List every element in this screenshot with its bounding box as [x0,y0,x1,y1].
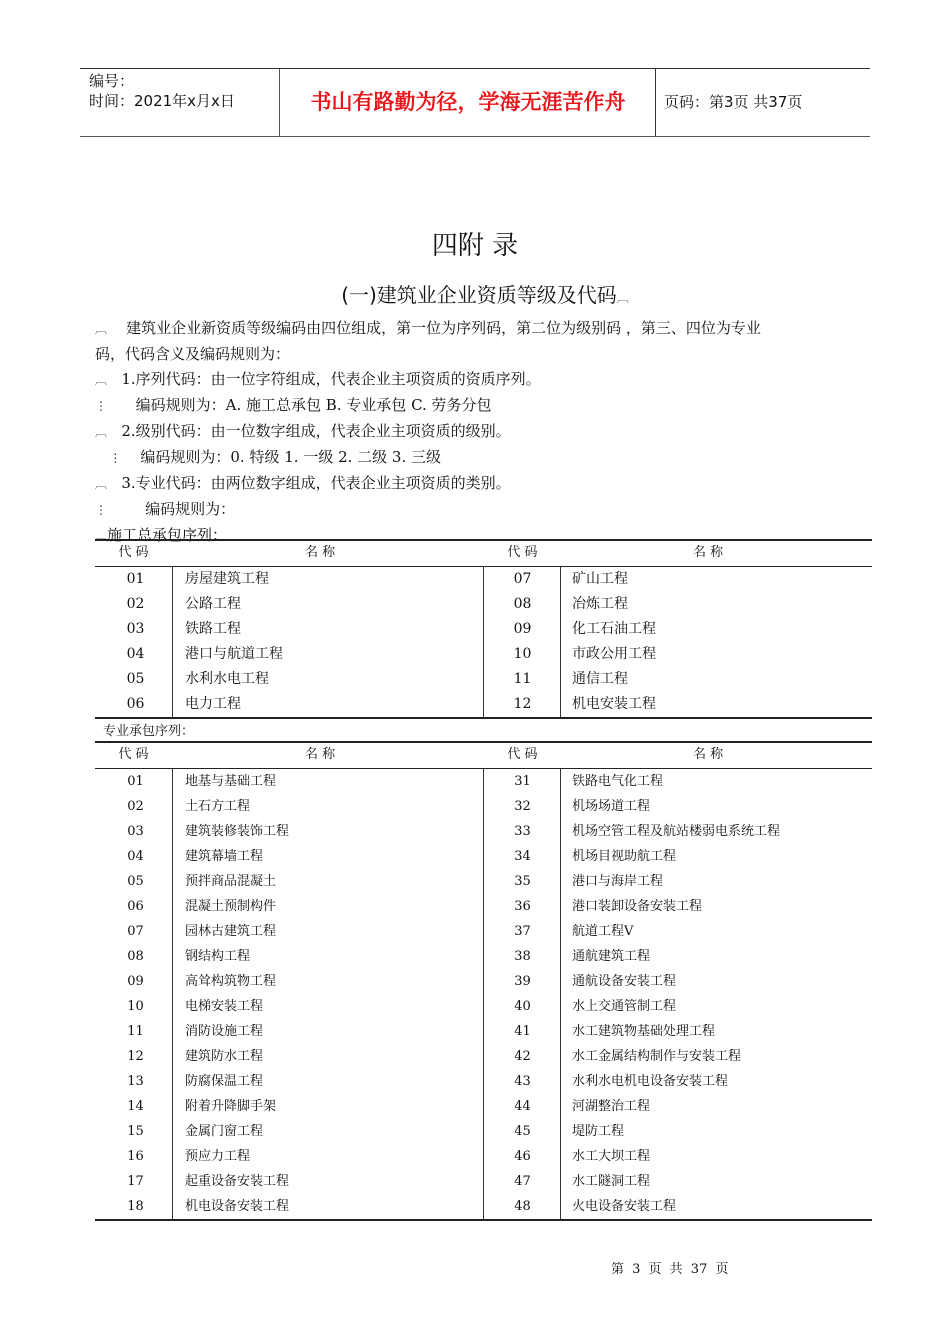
line-mark-icon: ⋮ [109,451,122,465]
header-name: 名 称 [693,545,724,560]
row-name: 建筑幕墙工程 [185,849,264,864]
row-code: 01 [127,774,144,789]
column-divider [483,567,484,717]
row-name: 通航设备安装工程 [572,974,677,989]
section-title [0,279,950,308]
row-code: 14 [127,1099,144,1114]
row-code: 33 [514,824,531,839]
row-code: 06 [126,696,145,712]
row-name: 机场空管工程及航站楼弱电系统工程 [572,824,781,839]
row-name: 市政公用工程 [572,646,656,662]
row-name: 起重设备安装工程 [185,1174,290,1189]
section-title-text: (一)建筑业企业资质等级及代码 [341,283,617,307]
row-name: 水利水电机电设备安装工程 [572,1074,729,1089]
paragraph-mark-icon: ︹ [95,425,108,439]
row-code: 38 [514,949,531,964]
row-code: 16 [127,1149,144,1164]
row-code: 01 [126,571,145,587]
row-code: 09 [513,621,532,637]
row-name: 消防设施工程 [185,1024,264,1039]
row-code: 03 [127,824,144,839]
row-code: 05 [126,671,145,687]
row-name: 建筑装修装饰工程 [185,824,290,839]
row-name: 水工建筑物基础处理工程 [572,1024,716,1039]
row-code: 13 [127,1074,144,1089]
row-name: 房屋建筑工程 [185,571,269,587]
row-name: 矿山工程 [572,571,628,587]
row-name: 电力工程 [185,696,241,712]
para-line [95,419,855,445]
para-line [95,497,855,523]
row-code: 32 [514,799,531,814]
row-name: 机电设备安装工程 [185,1199,290,1214]
para-text: 编码规则为：0. 特级 1. 一级 2. 二级 3. 三级 [140,448,442,466]
row-name: 河湖整治工程 [572,1099,651,1114]
row-code: 11 [513,671,532,687]
row-name: 混凝土预制构件 [185,899,277,914]
row-code: 02 [126,596,145,612]
row-name: 附着升降脚手架 [185,1099,277,1114]
row-code: 12 [127,1049,144,1064]
row-name: 建筑防水工程 [185,1049,264,1064]
row-code: 37 [514,924,531,939]
row-name: 土石方工程 [185,799,251,814]
paragraph-mark-icon: ︹ [95,373,108,387]
table-body [95,769,872,1219]
row-name: 化工石油工程 [572,621,656,637]
row-code: 48 [514,1199,531,1214]
row-name: 冶炼工程 [572,596,628,612]
row-name: 水工金属结构制作与安装工程 [572,1049,742,1064]
row-code: 44 [514,1099,531,1114]
page-title: 四附 录 [431,231,519,261]
table-header [95,541,872,567]
para-text: 建筑业企业新资质等级编码由四位组成，第一位为序列码，第二位为级别码 ，第三、四位为专业 [126,319,761,337]
row-name: 铁路工程 [185,621,241,637]
row-code: 31 [514,774,531,789]
row-code: 43 [514,1074,531,1089]
row-name: 地基与基础工程 [185,774,277,789]
header-code: 代 码 [507,545,538,560]
para-line [95,393,855,419]
header-code: 代 码 [118,747,149,762]
table-body [95,567,872,717]
row-code: 36 [514,899,531,914]
table-header [95,743,872,769]
row-code: 42 [514,1049,531,1064]
row-name: 堤防工程 [572,1124,625,1139]
row-name: 电梯安装工程 [185,999,264,1014]
row-code: 08 [513,596,532,612]
table2-label: 专业承包序列： [103,724,195,739]
row-code: 10 [127,999,144,1014]
row-code: 08 [127,949,144,964]
row-name: 预拌商品混凝土 [185,874,277,889]
row-code: 10 [513,646,532,662]
para-line [95,445,855,471]
row-code: 07 [513,571,532,587]
page-footer: 第 3 页 共 37 页 [611,1262,729,1277]
row-code: 15 [127,1124,144,1139]
row-code: 03 [126,621,145,637]
para-text: 编码规则为： [145,500,236,518]
row-code: 06 [127,899,144,914]
row-code: 35 [514,874,531,889]
row-name: 机场目视助航工程 [572,849,677,864]
motto: 书山有路勤为径，学海无涯苦作舟 [281,69,656,136]
column-divider [560,567,561,717]
row-name: 水上交通管制工程 [572,999,677,1014]
row-code: 07 [127,924,144,939]
row-name: 水工大坝工程 [572,1149,651,1164]
row-name: 园林古建筑工程 [185,924,277,939]
paragraph-mark-icon: ︹ [616,291,629,305]
page-label: 页码：第3页 共37页 [664,93,803,111]
row-code: 11 [127,1024,144,1039]
row-name: 通航建筑工程 [572,949,651,964]
paragraph-mark-icon: ︹ [95,322,108,336]
para-line [95,367,855,393]
row-name: 防腐保温工程 [185,1074,264,1089]
para-line [95,342,855,367]
row-name: 港口与海岸工程 [572,874,664,889]
row-name: 航道工程V [572,924,634,939]
row-code: 05 [127,874,144,889]
paragraph-mark-icon: ︹ [95,477,108,491]
row-code: 04 [126,646,145,662]
paragraph-mark-icon: ︹ [95,529,108,543]
row-name: 机电安装工程 [572,696,656,712]
row-code: 34 [514,849,531,864]
row-code: 09 [127,974,144,989]
row-name: 预应力工程 [185,1149,251,1164]
row-code: 18 [127,1199,144,1214]
line-mark-icon: ⋮ [95,399,107,413]
row-name: 水利水电工程 [185,671,269,687]
row-code: 47 [514,1174,531,1189]
page-header [80,68,870,137]
row-code: 39 [514,974,531,989]
row-code: 45 [514,1124,531,1139]
row-code: 41 [514,1024,531,1039]
column-divider [172,769,173,1219]
row-name: 港口与航道工程 [185,646,283,662]
row-name: 金属门窗工程 [185,1124,264,1139]
general-contracting-table [95,539,872,719]
header-name: 名 称 [305,545,336,560]
row-code: 17 [127,1174,144,1189]
para-line [95,471,855,497]
line-mark-icon: ⋮ [95,503,107,517]
row-code: 46 [514,1149,531,1164]
row-name: 机场场道工程 [572,799,651,814]
para-text: 1.序列代码：由一位字符组成，代表企业主项资质的资质序列。 [121,370,541,388]
row-name: 水工隧洞工程 [572,1174,651,1189]
column-divider [172,567,173,717]
para-text: 施工总承包序列： [107,526,228,544]
column-divider [560,769,561,1219]
row-name: 公路工程 [185,596,241,612]
column-divider [483,769,484,1219]
para-text: 编码规则为：A. 施工总承包 B. 专业承包 C. 劳务分包 [135,396,492,414]
header-name: 名 称 [305,747,336,762]
number-label: 编号： [89,72,135,90]
para-text: 2.级别代码：由一位数字组成，代表企业主项资质的级别。 [121,422,511,440]
row-name: 铁路电气化工程 [572,774,664,789]
row-name: 港口装卸设备安装工程 [572,899,703,914]
row-code: 40 [514,999,531,1014]
para-text: 码，代码含义及编码规则为： [95,345,291,363]
header-code: 代 码 [118,545,149,560]
specialty-contracting-table [95,741,872,1221]
header-code: 代 码 [507,747,538,762]
para-text: 3.专业代码：由两位数字组成，代表企业主项资质的类别。 [121,474,511,492]
para-line [95,316,855,342]
row-name: 高耸构筑物工程 [185,974,277,989]
header-name: 名 称 [693,747,724,762]
row-name: 通信工程 [572,671,628,687]
header-meta [80,69,280,136]
row-code: 12 [513,696,532,712]
intro-paragraphs [95,316,855,549]
date-label: 时间：2021年x月x日 [89,92,235,110]
row-code: 02 [127,799,144,814]
row-name: 钢结构工程 [185,949,251,964]
row-name: 火电设备安装工程 [572,1199,677,1214]
row-code: 04 [127,849,144,864]
